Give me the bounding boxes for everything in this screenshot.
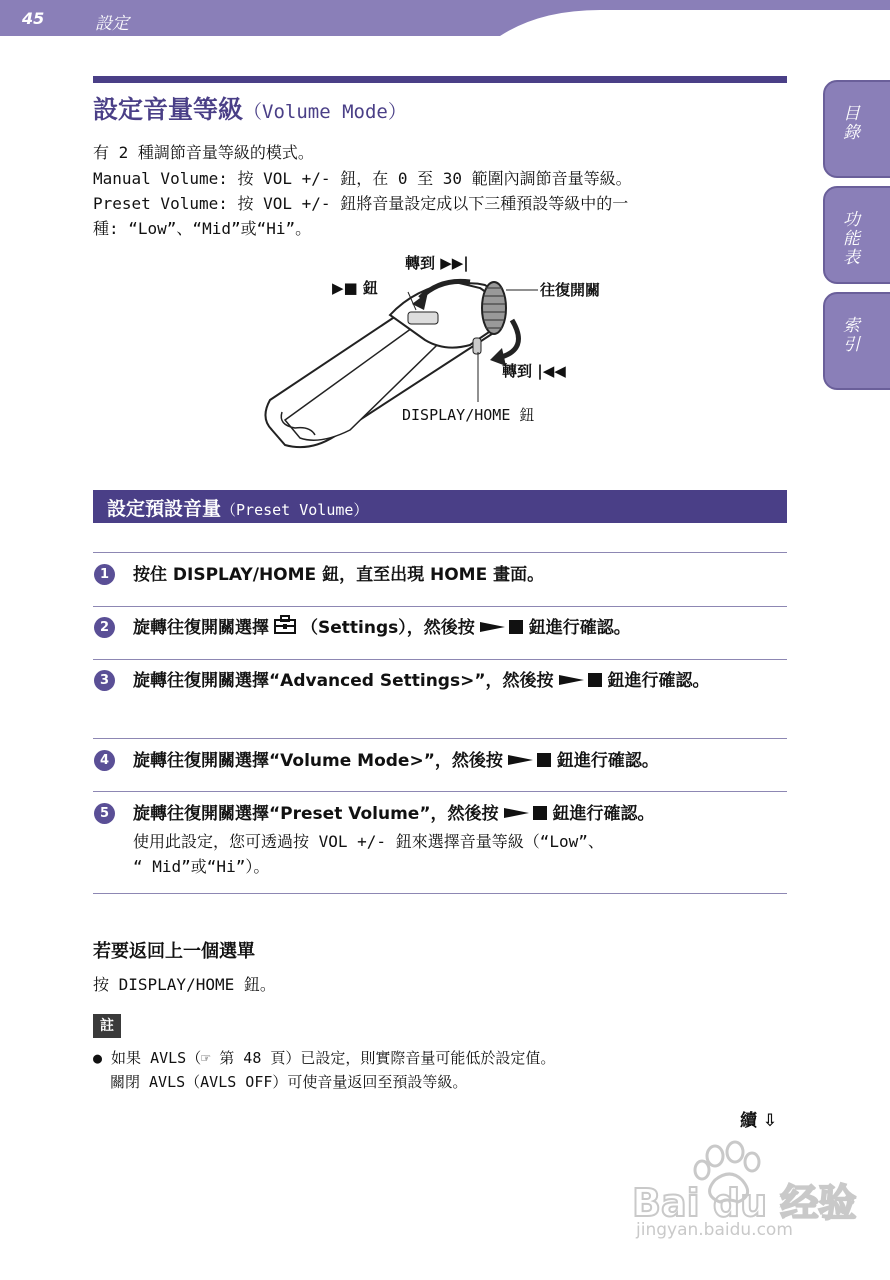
step-divider (93, 791, 787, 792)
page-title-sub: （Volume Mode） (243, 101, 407, 123)
step-1 (93, 562, 787, 602)
tab-index[interactable] (823, 292, 890, 390)
step-number: 2 (94, 617, 115, 638)
note-line: 關閉 AVLS（AVLS OFF）可使音量返回至預設等級。 (110, 1073, 468, 1091)
subsection-title-sub: （Preset Volume） (221, 501, 369, 519)
return-text: 按 DISPLAY/HOME 鈕。 (93, 975, 276, 994)
label-turn-next: 轉到 ▶▶| (405, 254, 469, 272)
step-text-part: 旋轉往復開關選擇 (133, 618, 269, 638)
subsection-bar (93, 490, 787, 523)
step-text-part: 鈕進行確認。 (556, 751, 659, 771)
intro-line-1: 有 2 種調節音量等級的模式。 (93, 143, 314, 162)
watermark-brand: Bai du 经验 (632, 1181, 857, 1225)
section-label: 設定 (95, 14, 129, 34)
step-number: 3 (94, 670, 115, 691)
step-text (133, 615, 783, 642)
subsection-title-main: 設定預設音量 (107, 498, 222, 520)
play-stop-icon (507, 752, 553, 768)
watermark-url: jingyan.baidu.com (636, 1220, 793, 1240)
play-stop-icon (479, 619, 525, 635)
tab-index-label: 索引 (839, 316, 859, 354)
baidu-watermark (630, 1140, 857, 1250)
step-2 (93, 615, 787, 655)
tab-menu[interactable] (823, 186, 890, 284)
intro-line-2: Manual Volume: 按 VOL +/- 鈕，在 0 至 30 範圍內調節音量等級。 (93, 169, 632, 188)
step-text-part: 鈕進行確認。 (552, 804, 655, 824)
step-text-part: 旋轉往復開關選擇“Volume Mode>”，然後按 (133, 751, 503, 771)
step-text (133, 748, 783, 775)
page-title (93, 90, 407, 126)
tab-contents[interactable] (823, 80, 890, 178)
play-stop-icon (503, 805, 549, 821)
note-badge: 註 (93, 1014, 121, 1038)
step-divider (93, 606, 787, 607)
title-rule (93, 76, 787, 83)
step-text (133, 801, 783, 828)
label-display-home: DISPLAY/HOME 鈕 (402, 406, 535, 424)
intro-line-3: Preset Volume: 按 VOL +/- 鈕將音量設定成以下三種預設等級中的一 (93, 194, 629, 213)
tab-menu-label: 功能表 (839, 210, 859, 267)
page-title-main: 設定音量等級 (93, 95, 244, 124)
step-divider (93, 738, 787, 739)
label-play-button: ▶■ 鈕 (332, 279, 378, 297)
settings-toolbox-icon (273, 615, 297, 635)
step-number: 1 (94, 564, 115, 585)
step-text-part: （Settings），然後按 (301, 618, 475, 638)
subsection-title (107, 494, 368, 521)
tab-contents-label: 目錄 (839, 104, 859, 142)
step-number: 5 (94, 803, 115, 824)
note-text (93, 1046, 555, 1094)
note-line: ● 如果 AVLS（☞ 第 48 頁）已設定，則實際音量可能低於設定值。 (93, 1049, 556, 1067)
step-note-line: “ Mid”或“Hi”）。 (133, 857, 270, 876)
label-shuttle-switch: 往復開關 (540, 281, 601, 299)
step-divider (93, 552, 787, 553)
player-illustration (240, 240, 660, 460)
header-bar (0, 0, 890, 36)
label-turn-prev: 轉到 |◀◀ (502, 362, 566, 380)
step-divider (93, 659, 787, 660)
player-diagram (240, 240, 660, 460)
intro-line-4: 種: “Low”、“Mid”或“Hi”。 (93, 219, 312, 238)
step-5 (93, 801, 787, 889)
step-4 (93, 748, 787, 788)
page-number: 45 (22, 9, 45, 28)
step-3 (93, 668, 787, 734)
step-text (133, 668, 783, 695)
return-heading: 若要返回上一個選單 (93, 941, 255, 962)
step-text: 按住 DISPLAY/HOME 鈕，直至出現 HOME 畫面。 (133, 565, 545, 585)
play-stop-icon (558, 672, 604, 688)
step-text-part: 鈕進行確認。 (528, 618, 631, 638)
step-text-part: 旋轉往復開關選擇“Preset Volume”，然後按 (133, 804, 499, 824)
step-text-part: 鈕進行確認。 (607, 671, 710, 691)
step-text-part: 旋轉往復開關選擇“Advanced Settings>”，然後按 (133, 671, 554, 691)
step-number: 4 (94, 750, 115, 771)
step-note-line: 使用此設定，您可透過按 VOL +/- 鈕來選擇音量等級（“Low”、 (133, 832, 604, 851)
step-divider (93, 893, 787, 894)
continued-link[interactable]: 續 ⇩ (740, 1111, 778, 1131)
